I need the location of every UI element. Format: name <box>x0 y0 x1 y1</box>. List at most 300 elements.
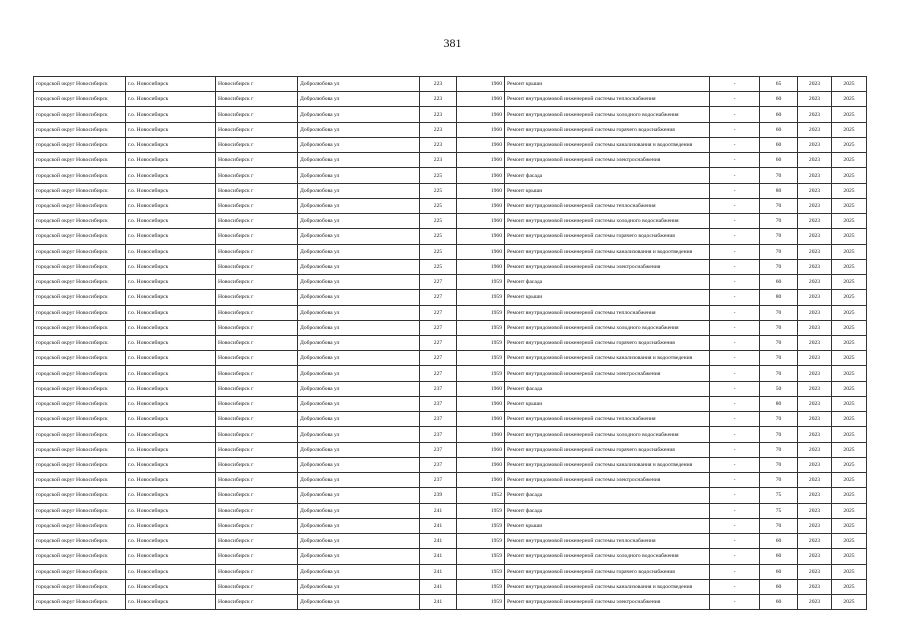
house-number-cell: 227 <box>420 320 457 335</box>
build-year-cell: 1960 <box>457 259 505 274</box>
street-cell: Добролюбова ул <box>298 396 420 411</box>
work-type-cell: Ремонт крыши <box>505 183 710 198</box>
work-type-cell: Ремонт внутридомовой инженерной системы горячего водоснабжения <box>505 122 710 137</box>
extra-cell: - <box>710 503 760 518</box>
city-cell: Новосибирск г <box>216 564 298 579</box>
end-year-cell: 2025 <box>832 275 867 290</box>
city-cell: Новосибирск г <box>216 122 298 137</box>
extra-cell: - <box>710 564 760 579</box>
build-year-cell: 1960 <box>457 198 505 213</box>
extra-cell: - <box>710 153 760 168</box>
table-row <box>34 122 867 137</box>
wear-percent-cell: 80 <box>760 396 798 411</box>
extra-cell: - <box>710 518 760 533</box>
start-year-cell: 2023 <box>798 381 832 396</box>
work-type-cell: Ремонт внутридомовой инженерной системы горячего водоснабжения <box>505 442 710 457</box>
street-cell: Добролюбова ул <box>298 198 420 213</box>
wear-percent-cell: 70 <box>760 518 798 533</box>
house-number-cell: 237 <box>420 473 457 488</box>
district-cell: г.о. Новосибирск <box>126 579 216 594</box>
work-type-cell: Ремонт внутридомовой инженерной системы канализования и водоотведения <box>505 351 710 366</box>
extra-cell: - <box>710 473 760 488</box>
start-year-cell: 2023 <box>798 442 832 457</box>
wear-percent-cell: 70 <box>760 168 798 183</box>
district-cell: г.о. Новосибирск <box>126 381 216 396</box>
end-year-cell: 2025 <box>832 77 867 92</box>
end-year-cell: 2025 <box>832 594 867 609</box>
district-cell: г.о. Новосибирск <box>126 564 216 579</box>
city-cell: Новосибирск г <box>216 488 298 503</box>
municipality-cell: городской округ Новосибирск <box>34 153 126 168</box>
municipality-cell: городской округ Новосибирск <box>34 427 126 442</box>
street-cell: Добролюбова ул <box>298 503 420 518</box>
city-cell: Новосибирск г <box>216 259 298 274</box>
table-row <box>34 320 867 335</box>
work-type-cell: Ремонт фасада <box>505 275 710 290</box>
wear-percent-cell: 60 <box>760 549 798 564</box>
street-cell: Добролюбова ул <box>298 335 420 350</box>
build-year-cell: 1959 <box>457 579 505 594</box>
table-row <box>34 198 867 213</box>
table-row <box>34 335 867 350</box>
start-year-cell: 2023 <box>798 534 832 549</box>
house-number-cell: 223 <box>420 107 457 122</box>
street-cell: Добролюбова ул <box>298 427 420 442</box>
city-cell: Новосибирск г <box>216 396 298 411</box>
work-type-cell: Ремонт фасада <box>505 168 710 183</box>
work-type-cell: Ремонт внутридомовой инженерной системы канализования и водоотведения <box>505 244 710 259</box>
extra-cell: - <box>710 351 760 366</box>
house-number-cell: 225 <box>420 229 457 244</box>
district-cell: г.о. Новосибирск <box>126 92 216 107</box>
wear-percent-cell: 70 <box>760 366 798 381</box>
work-type-cell: Ремонт внутридомовой инженерной системы канализования и водоотведения <box>505 579 710 594</box>
district-cell: г.о. Новосибирск <box>126 503 216 518</box>
wear-percent-cell: 60 <box>760 137 798 152</box>
house-number-cell: 225 <box>420 259 457 274</box>
extra-cell: - <box>710 214 760 229</box>
work-type-cell: Ремонт фасада <box>505 488 710 503</box>
table-row <box>34 290 867 305</box>
build-year-cell: 1960 <box>457 442 505 457</box>
wear-percent-cell: 70 <box>760 457 798 472</box>
work-type-cell: Ремонт внутридомовой инженерной системы теплоснабжения <box>505 534 710 549</box>
house-number-cell: 241 <box>420 594 457 609</box>
table-row <box>34 518 867 533</box>
district-cell: г.о. Новосибирск <box>126 214 216 229</box>
house-number-cell: 227 <box>420 351 457 366</box>
wear-percent-cell: 70 <box>760 442 798 457</box>
build-year-cell: 1959 <box>457 275 505 290</box>
house-number-cell: 241 <box>420 564 457 579</box>
extra-cell: - <box>710 259 760 274</box>
municipality-cell: городской округ Новосибирск <box>34 107 126 122</box>
municipality-cell: городской округ Новосибирск <box>34 396 126 411</box>
street-cell: Добролюбова ул <box>298 473 420 488</box>
house-number-cell: 237 <box>420 412 457 427</box>
table-row <box>34 305 867 320</box>
end-year-cell: 2025 <box>832 92 867 107</box>
build-year-cell: 1959 <box>457 366 505 381</box>
house-number-cell: 241 <box>420 579 457 594</box>
start-year-cell: 2023 <box>798 153 832 168</box>
district-cell: г.о. Новосибирск <box>126 366 216 381</box>
street-cell: Добролюбова ул <box>298 229 420 244</box>
start-year-cell: 2023 <box>798 564 832 579</box>
extra-cell: - <box>710 457 760 472</box>
table-row <box>34 427 867 442</box>
build-year-cell: 1960 <box>457 107 505 122</box>
city-cell: Новосибирск г <box>216 92 298 107</box>
house-number-cell: 225 <box>420 214 457 229</box>
city-cell: Новосибирск г <box>216 351 298 366</box>
municipality-cell: городской округ Новосибирск <box>34 77 126 92</box>
city-cell: Новосибирск г <box>216 153 298 168</box>
wear-percent-cell: 70 <box>760 259 798 274</box>
build-year-cell: 1959 <box>457 518 505 533</box>
work-type-cell: Ремонт внутридомовой инженерной системы холодного водоснабжения <box>505 427 710 442</box>
municipality-cell: городской округ Новосибирск <box>34 473 126 488</box>
build-year-cell: 1960 <box>457 396 505 411</box>
build-year-cell: 1960 <box>457 473 505 488</box>
start-year-cell: 2023 <box>798 214 832 229</box>
municipality-cell: городской округ Новосибирск <box>34 366 126 381</box>
wear-percent-cell: 60 <box>760 275 798 290</box>
build-year-cell: 1960 <box>457 229 505 244</box>
work-type-cell: Ремонт внутридомовой инженерной системы холодного водоснабжения <box>505 549 710 564</box>
table-row <box>34 473 867 488</box>
city-cell: Новосибирск г <box>216 473 298 488</box>
build-year-cell: 1960 <box>457 427 505 442</box>
house-number-cell: 223 <box>420 137 457 152</box>
table-row <box>34 168 867 183</box>
city-cell: Новосибирск г <box>216 457 298 472</box>
house-number-cell: 227 <box>420 275 457 290</box>
municipality-cell: городской округ Новосибирск <box>34 518 126 533</box>
start-year-cell: 2023 <box>798 366 832 381</box>
municipality-cell: городской округ Новосибирск <box>34 488 126 503</box>
city-cell: Новосибирск г <box>216 244 298 259</box>
end-year-cell: 2025 <box>832 259 867 274</box>
municipality-cell: городской округ Новосибирск <box>34 168 126 183</box>
municipality-cell: городской округ Новосибирск <box>34 290 126 305</box>
street-cell: Добролюбова ул <box>298 579 420 594</box>
district-cell: г.о. Новосибирск <box>126 137 216 152</box>
district-cell: г.о. Новосибирск <box>126 183 216 198</box>
end-year-cell: 2025 <box>832 473 867 488</box>
municipality-cell: городской округ Новосибирск <box>34 214 126 229</box>
municipality-cell: городской округ Новосибирск <box>34 534 126 549</box>
table-row <box>34 503 867 518</box>
start-year-cell: 2023 <box>798 518 832 533</box>
city-cell: Новосибирск г <box>216 198 298 213</box>
street-cell: Добролюбова ул <box>298 183 420 198</box>
end-year-cell: 2025 <box>832 381 867 396</box>
municipality-cell: городской округ Новосибирск <box>34 381 126 396</box>
district-cell: г.о. Новосибирск <box>126 290 216 305</box>
build-year-cell: 1960 <box>457 214 505 229</box>
start-year-cell: 2023 <box>798 488 832 503</box>
start-year-cell: 2023 <box>798 579 832 594</box>
street-cell: Добролюбова ул <box>298 594 420 609</box>
table-row <box>34 594 867 609</box>
city-cell: Новосибирск г <box>216 427 298 442</box>
start-year-cell: 2023 <box>798 594 832 609</box>
street-cell: Добролюбова ул <box>298 534 420 549</box>
house-number-cell: 225 <box>420 183 457 198</box>
start-year-cell: 2023 <box>798 290 832 305</box>
table-row <box>34 534 867 549</box>
table-row <box>34 579 867 594</box>
start-year-cell: 2023 <box>798 107 832 122</box>
house-number-cell: 227 <box>420 290 457 305</box>
house-number-cell: 241 <box>420 549 457 564</box>
end-year-cell: 2025 <box>832 168 867 183</box>
extra-cell: - <box>710 305 760 320</box>
street-cell: Добролюбова ул <box>298 488 420 503</box>
wear-percent-cell: 70 <box>760 229 798 244</box>
house-number-cell: 223 <box>420 77 457 92</box>
municipality-cell: городской округ Новосибирск <box>34 183 126 198</box>
start-year-cell: 2023 <box>798 457 832 472</box>
street-cell: Добролюбова ул <box>298 214 420 229</box>
municipality-cell: городской округ Новосибирск <box>34 259 126 274</box>
end-year-cell: 2025 <box>832 518 867 533</box>
end-year-cell: 2025 <box>832 412 867 427</box>
house-number-cell: 225 <box>420 198 457 213</box>
street-cell: Добролюбова ул <box>298 244 420 259</box>
city-cell: Новосибирск г <box>216 305 298 320</box>
build-year-cell: 1960 <box>457 137 505 152</box>
end-year-cell: 2025 <box>832 534 867 549</box>
start-year-cell: 2023 <box>798 244 832 259</box>
work-type-cell: Ремонт внутридомовой инженерной системы электроснабжения <box>505 153 710 168</box>
work-type-cell: Ремонт крыши <box>505 518 710 533</box>
district-cell: г.о. Новосибирск <box>126 305 216 320</box>
table-row <box>34 229 867 244</box>
municipality-cell: городской округ Новосибирск <box>34 122 126 137</box>
table-row <box>34 442 867 457</box>
street-cell: Добролюбова ул <box>298 381 420 396</box>
extra-cell: - <box>710 594 760 609</box>
extra-cell: - <box>710 412 760 427</box>
build-year-cell: 1960 <box>457 183 505 198</box>
district-cell: г.о. Новосибирск <box>126 244 216 259</box>
table-row <box>34 183 867 198</box>
house-number-cell: 241 <box>420 518 457 533</box>
work-type-cell: Ремонт внутридомовой инженерной системы теплоснабжения <box>505 198 710 213</box>
district-cell: г.о. Новосибирск <box>126 198 216 213</box>
city-cell: Новосибирск г <box>216 549 298 564</box>
build-year-cell: 1960 <box>457 457 505 472</box>
end-year-cell: 2025 <box>832 579 867 594</box>
extra-cell: - <box>710 442 760 457</box>
wear-percent-cell: 50 <box>760 381 798 396</box>
table-row <box>34 275 867 290</box>
street-cell: Добролюбова ул <box>298 77 420 92</box>
wear-percent-cell: 60 <box>760 534 798 549</box>
end-year-cell: 2025 <box>832 244 867 259</box>
city-cell: Новосибирск г <box>216 412 298 427</box>
build-year-cell: 1959 <box>457 335 505 350</box>
city-cell: Новосибирск г <box>216 579 298 594</box>
extra-cell: - <box>710 396 760 411</box>
end-year-cell: 2025 <box>832 503 867 518</box>
end-year-cell: 2025 <box>832 107 867 122</box>
municipality-cell: городской округ Новосибирск <box>34 579 126 594</box>
house-number-cell: 223 <box>420 92 457 107</box>
page-number: 381 <box>443 36 462 50</box>
city-cell: Новосибирск г <box>216 594 298 609</box>
wear-percent-cell: 60 <box>760 153 798 168</box>
build-year-cell: 1959 <box>457 290 505 305</box>
build-year-cell: 1959 <box>457 549 505 564</box>
district-cell: г.о. Новосибирск <box>126 396 216 411</box>
start-year-cell: 2023 <box>798 549 832 564</box>
end-year-cell: 2025 <box>832 153 867 168</box>
work-type-cell: Ремонт внутридомовой инженерной системы горячего водоснабжения <box>505 564 710 579</box>
start-year-cell: 2023 <box>798 503 832 518</box>
build-year-cell: 1960 <box>457 77 505 92</box>
street-cell: Добролюбова ул <box>298 412 420 427</box>
extra-cell: - <box>710 107 760 122</box>
wear-percent-cell: 75 <box>760 503 798 518</box>
wear-percent-cell: 60 <box>760 594 798 609</box>
table-row <box>34 351 867 366</box>
start-year-cell: 2023 <box>798 198 832 213</box>
house-number-cell: 239 <box>420 488 457 503</box>
district-cell: г.о. Новосибирск <box>126 153 216 168</box>
start-year-cell: 2023 <box>798 427 832 442</box>
city-cell: Новосибирск г <box>216 290 298 305</box>
street-cell: Добролюбова ул <box>298 168 420 183</box>
wear-percent-cell: 70 <box>760 351 798 366</box>
start-year-cell: 2023 <box>798 122 832 137</box>
table-row <box>34 137 867 152</box>
table-row <box>34 488 867 503</box>
table-row <box>34 381 867 396</box>
work-type-cell: Ремонт внутридомовой инженерной системы теплоснабжения <box>505 412 710 427</box>
city-cell: Новосибирск г <box>216 335 298 350</box>
work-type-cell: Ремонт внутридомовой инженерной системы канализования и водоотведения <box>505 137 710 152</box>
extra-cell: - <box>710 198 760 213</box>
start-year-cell: 2023 <box>798 259 832 274</box>
work-type-cell: Ремонт внутридомовой инженерной системы электроснабжения <box>505 473 710 488</box>
district-cell: г.о. Новосибирск <box>126 549 216 564</box>
city-cell: Новосибирск г <box>216 366 298 381</box>
municipality-cell: городской округ Новосибирск <box>34 457 126 472</box>
municipality-cell: городской округ Новосибирск <box>34 594 126 609</box>
street-cell: Добролюбова ул <box>298 351 420 366</box>
city-cell: Новосибирск г <box>216 534 298 549</box>
work-type-cell: Ремонт внутридомовой инженерной системы холодного водоснабжения <box>505 107 710 122</box>
wear-percent-cell: 75 <box>760 488 798 503</box>
build-year-cell: 1959 <box>457 503 505 518</box>
house-number-cell: 223 <box>420 122 457 137</box>
build-year-cell: 1960 <box>457 381 505 396</box>
work-type-cell: Ремонт крыши <box>505 290 710 305</box>
work-type-cell: Ремонт внутридомовой инженерной системы канализования и водоотведения <box>505 457 710 472</box>
wear-percent-cell: 80 <box>760 183 798 198</box>
street-cell: Добролюбова ул <box>298 320 420 335</box>
work-type-cell: Ремонт внутридомовой инженерной системы электроснабжения <box>505 366 710 381</box>
start-year-cell: 2023 <box>798 473 832 488</box>
build-year-cell: 1960 <box>457 244 505 259</box>
house-number-cell: 223 <box>420 153 457 168</box>
house-number-cell: 237 <box>420 381 457 396</box>
wear-percent-cell: 70 <box>760 427 798 442</box>
start-year-cell: 2023 <box>798 137 832 152</box>
start-year-cell: 2023 <box>798 335 832 350</box>
extra-cell: - <box>710 488 760 503</box>
start-year-cell: 2023 <box>798 351 832 366</box>
build-year-cell: 1960 <box>457 168 505 183</box>
end-year-cell: 2025 <box>832 564 867 579</box>
end-year-cell: 2025 <box>832 214 867 229</box>
extra-cell: - <box>710 183 760 198</box>
district-cell: г.о. Новосибирск <box>126 412 216 427</box>
municipality-cell: городской округ Новосибирск <box>34 412 126 427</box>
extra-cell: - <box>710 320 760 335</box>
table-row <box>34 396 867 411</box>
start-year-cell: 2023 <box>798 305 832 320</box>
city-cell: Новосибирск г <box>216 503 298 518</box>
municipality-cell: городской округ Новосибирск <box>34 198 126 213</box>
district-cell: г.о. Новосибирск <box>126 488 216 503</box>
city-cell: Новосибирск г <box>216 442 298 457</box>
house-number-cell: 241 <box>420 503 457 518</box>
build-year-cell: 1959 <box>457 351 505 366</box>
district-cell: г.о. Новосибирск <box>126 77 216 92</box>
street-cell: Добролюбова ул <box>298 549 420 564</box>
district-cell: г.о. Новосибирск <box>126 320 216 335</box>
wear-percent-cell: 60 <box>760 564 798 579</box>
city-cell: Новосибирск г <box>216 77 298 92</box>
extra-cell: - <box>710 92 760 107</box>
wear-percent-cell: 60 <box>760 92 798 107</box>
build-year-cell: 1959 <box>457 594 505 609</box>
district-cell: г.о. Новосибирск <box>126 122 216 137</box>
house-number-cell: 237 <box>420 442 457 457</box>
extra-cell: - <box>710 549 760 564</box>
wear-percent-cell: 70 <box>760 320 798 335</box>
municipality-cell: городской округ Новосибирск <box>34 92 126 107</box>
work-type-cell: Ремонт внутридомовой инженерной системы горячего водоснабжения <box>505 229 710 244</box>
district-cell: г.о. Новосибирск <box>126 107 216 122</box>
build-year-cell: 1959 <box>457 320 505 335</box>
work-type-cell: Ремонт крыши <box>505 77 710 92</box>
street-cell: Добролюбова ул <box>298 107 420 122</box>
build-year-cell: 1960 <box>457 92 505 107</box>
wear-percent-cell: 80 <box>760 290 798 305</box>
build-year-cell: 1959 <box>457 305 505 320</box>
district-cell: г.о. Новосибирск <box>126 442 216 457</box>
work-type-cell: Ремонт внутридомовой инженерной системы электроснабжения <box>505 594 710 609</box>
build-year-cell: 1960 <box>457 122 505 137</box>
house-number-cell: 237 <box>420 457 457 472</box>
extra-cell: - <box>710 122 760 137</box>
municipality-cell: городской округ Новосибирск <box>34 351 126 366</box>
end-year-cell: 2025 <box>832 366 867 381</box>
street-cell: Добролюбова ул <box>298 564 420 579</box>
city-cell: Новосибирск г <box>216 381 298 396</box>
start-year-cell: 2023 <box>798 92 832 107</box>
municipality-cell: городской округ Новосибирск <box>34 442 126 457</box>
table-row <box>34 259 867 274</box>
district-cell: г.о. Новосибирск <box>126 457 216 472</box>
start-year-cell: 2023 <box>798 275 832 290</box>
house-number-cell: 227 <box>420 366 457 381</box>
